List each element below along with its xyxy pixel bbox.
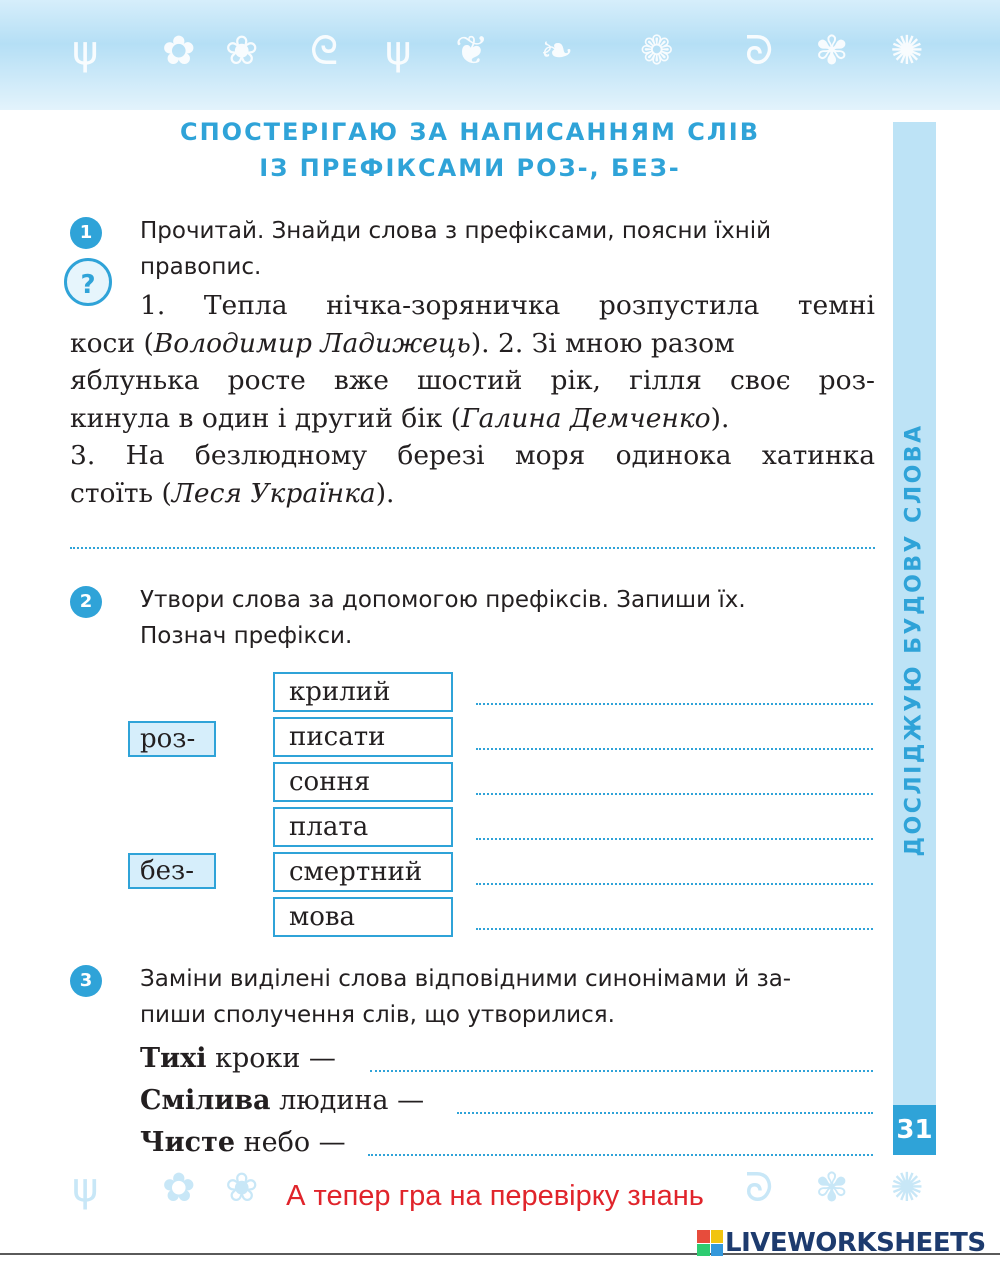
word-answer-line[interactable]	[476, 748, 873, 750]
task2-instruction-line2: Познач префікси.	[140, 623, 353, 649]
leaf-ornament-icon: ❁	[640, 28, 674, 74]
grass-ornament-icon: ψ	[72, 28, 99, 74]
highlighted-word: Тихі	[140, 1043, 207, 1074]
reading-text: ).	[375, 477, 395, 509]
leaf-ornament-icon: ❧	[540, 28, 574, 74]
task1-instruction	[140, 213, 875, 285]
synonym-phrase	[140, 1124, 346, 1162]
reading-text: кинула в один і другий бік (	[70, 402, 462, 434]
word-box: мова	[273, 897, 453, 937]
question-head-icon: ?	[64, 258, 112, 306]
synonym-phrase	[140, 1040, 336, 1078]
reading-line	[70, 325, 875, 363]
author-name: Леся Українка	[171, 477, 376, 509]
task2-instruction-line1: Утвори слова за допомогою префіксів. Запиши їх.	[140, 587, 746, 613]
lesson-title-line1: СПОСТЕРІГАЮ ЗА НАПИСАННЯМ СЛІВ	[179, 118, 761, 146]
word-answer-line[interactable]	[476, 703, 873, 705]
word-box: крилий	[273, 672, 453, 712]
task1-answer-line[interactable]	[70, 547, 875, 549]
word-answer-line[interactable]	[476, 793, 873, 795]
header-decoration-band	[0, 0, 1000, 110]
highlighted-word: Чисте	[140, 1127, 236, 1158]
flower-ornament-icon: ✾	[815, 1165, 849, 1211]
snail-ornament-icon: ᘐ	[745, 1165, 774, 1211]
logo-mark-icon	[697, 1230, 723, 1256]
section-side-label: ДОСЛІДЖУЮ БУДОВУ СЛОВА	[901, 423, 927, 857]
logo-text: LIVEWORKSHEETS	[725, 1228, 986, 1258]
task2-instruction	[140, 582, 875, 654]
reading-line	[70, 400, 875, 438]
synonym-phrase	[140, 1082, 424, 1120]
task1-instruction-line2: правопис.	[140, 254, 262, 280]
phrase-rest: кроки —	[206, 1043, 336, 1074]
task3-number-badge: 3	[70, 965, 102, 997]
flower-ornament-icon: ✺	[890, 1165, 924, 1211]
task1-instruction-line1: Прочитай. Знайди слова з префіксами, поясни їхній	[140, 218, 772, 244]
reading-text: яблунька росте вже шостий рік, гілля своє роз-	[70, 365, 875, 396]
reading-line	[70, 362, 875, 400]
task3-instruction	[140, 961, 875, 1033]
reading-text: 1. Тепла нічка-зоряничка розпустила темні	[140, 290, 875, 321]
flower-ornament-icon: ✿	[162, 28, 196, 74]
flower-ornament-icon: ❀	[225, 1165, 259, 1211]
word-answer-line[interactable]	[476, 883, 873, 885]
task3-instruction-line1: Заміни виділені слова відповідними синонімами й за-	[140, 966, 792, 992]
task3-instruction-line2: пиши сполучення слів, що утворилися.	[140, 1002, 615, 1028]
author-name: Володимир Ладижець	[153, 327, 471, 359]
reading-text: ). 2. Зі мною разом	[470, 327, 735, 359]
reading-text: ).	[710, 402, 730, 434]
synonym-answer-line[interactable]	[457, 1112, 873, 1114]
prefix-box-bez: без-	[128, 853, 216, 889]
grass-ornament-icon: ψ	[72, 1165, 99, 1211]
reading-text: стоїть (	[70, 477, 172, 509]
task2-number-badge: 2	[70, 586, 102, 618]
reading-line	[70, 437, 875, 475]
word-box: смертний	[273, 852, 453, 892]
game-link[interactable]: А тепер гра на перевірку знань	[286, 1180, 704, 1212]
reading-text: коси (	[70, 327, 154, 359]
spiral-ornament-icon: ᘓ	[310, 28, 339, 74]
word-answer-line[interactable]	[476, 838, 873, 840]
grass-ornament-icon: ψ	[385, 28, 412, 74]
page-number: 31	[893, 1105, 936, 1155]
prefix-box-roz: роз-	[128, 721, 216, 757]
snail-ornament-icon: ᘐ	[745, 28, 774, 74]
phrase-rest: людина —	[270, 1085, 425, 1116]
word-box: плата	[273, 807, 453, 847]
flower-ornament-icon: ✺	[890, 28, 924, 74]
flower-ornament-icon: ✾	[815, 28, 849, 74]
word-box: писати	[273, 717, 453, 757]
task1-number-badge: 1	[70, 217, 102, 249]
synonym-answer-line[interactable]	[370, 1070, 873, 1072]
liveworksheets-logo[interactable]	[697, 1228, 986, 1258]
word-box: соння	[273, 762, 453, 802]
phrase-rest: небо —	[235, 1127, 346, 1158]
reading-line	[70, 475, 875, 513]
reading-passage	[70, 287, 875, 512]
author-name: Галина Демченко	[461, 402, 711, 434]
word-answer-line[interactable]	[476, 928, 873, 930]
flower-ornament-icon: ✿	[162, 1165, 196, 1211]
highlighted-word: Смілива	[140, 1085, 271, 1116]
sprout-ornament-icon: ❦	[455, 28, 489, 74]
reading-line	[70, 287, 875, 325]
lesson-title-line2: ІЗ ПРЕФІКСАМИ РОЗ-, БЕЗ-	[259, 154, 681, 182]
synonym-answer-line[interactable]	[368, 1154, 873, 1156]
flower-ornament-icon: ❀	[225, 28, 259, 74]
reading-text: 3. На безлюдному березі моря одинока хатинка	[70, 440, 875, 471]
